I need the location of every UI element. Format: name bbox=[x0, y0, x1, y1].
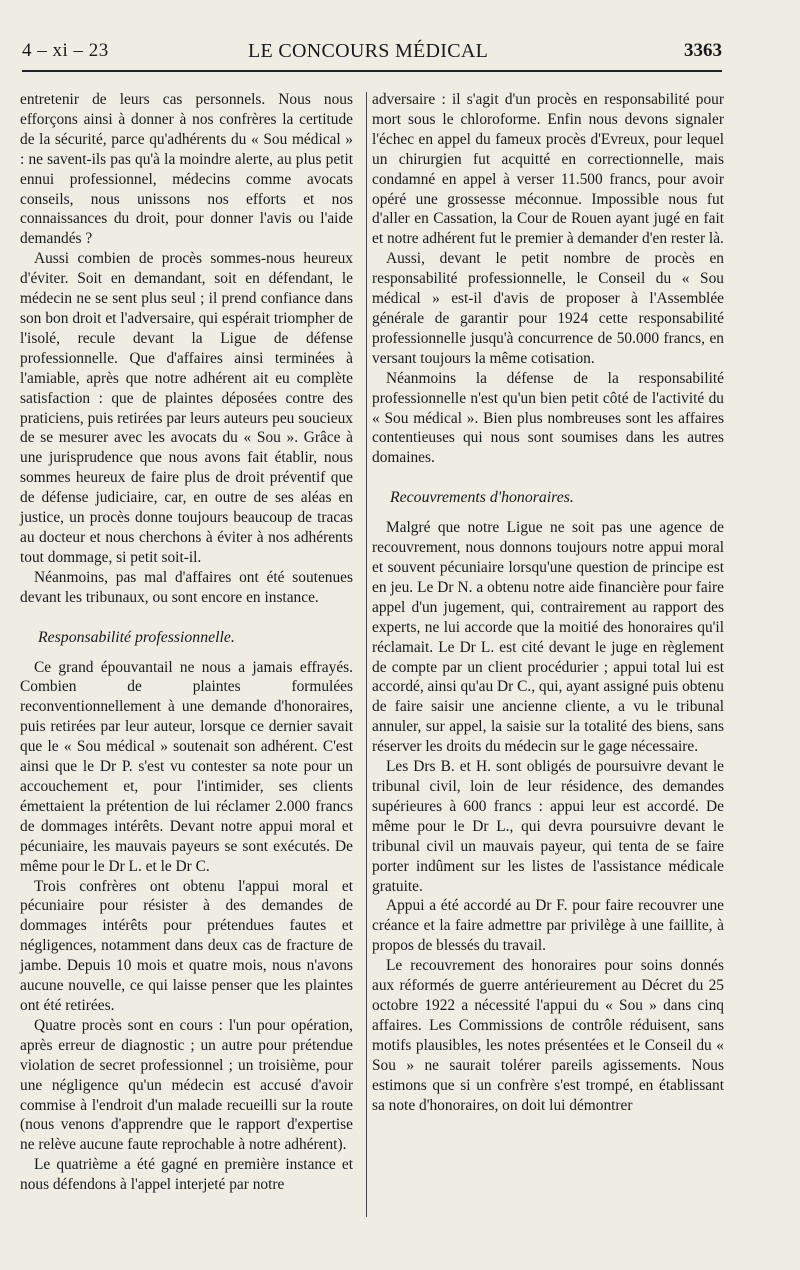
left-column bbox=[20, 90, 353, 1195]
paragraph: Le quatrième a été gagné en première instance et nous défendons à l'appel interjeté par notre bbox=[20, 1156, 353, 1194]
page-number: 3363 bbox=[684, 40, 722, 61]
journal-title: LE CONCOURS MÉDICAL bbox=[248, 40, 489, 62]
right-column bbox=[372, 90, 724, 1115]
paragraph: Aussi combien de procès sommes-nous heureux d'éviter. Soit en demandant, soit en défendant, le médecin ne se sent plus seul ; il prend confiance dans son bon droit et l'adversaire, qui espérait triompher de l'isolé, recule devant la Ligue de défense professionnelle. Que d'affaires ainsi terminées à l'amiable, après que notre adhérent ait eu complète satisfaction : que de plaintes déposées contre des praticiens, puis retirées par leurs auteurs peu soucieux de se mesurer avec les avocats du « Sou ». Grâce à une jurisprudence que nous avons fait établir, nous sommes heureux de faire plus de droit préventif que de défense judiciaire, car, en outre de ses aléas en justice, un procès donne toujours beaucoup de tracas au docteur et nous cherchons à éviter à nos adhérents tout dommage, si petit soit-il. bbox=[20, 250, 353, 566]
paragraph: Les Drs B. et H. sont obligés de poursuivre devant le tribunal civil, loin de leur résidence, des demandes supérieures à 600 francs : appui leur est accordé. De même pour le Dr L., qui devra poursuivre devant le tribunal civil un mauvais payeur, qui tenta de se faire porter indûment sur les listes de l'assistance médicale gratuite. bbox=[372, 758, 724, 895]
paragraph: entretenir de leurs cas personnels. Nous nous efforçons ainsi à donner à nos confrères la certitude de la sécurité, parce qu'adhérents du « Sou médical » : ne savent-ils pas qu'à la moindre alerte, au plus petit ennui professionnel, médecins comme avocats conseils, nous unissons nos efforts et nos connaissances du droit, pour donner l'avis ou l'aide demandés ? bbox=[20, 91, 353, 248]
page-header bbox=[22, 40, 722, 68]
section-heading: Recouvrements d'honoraires. bbox=[390, 489, 574, 507]
paragraph: adversaire : il s'agit d'un procès en responsabilité pour mort sous le chloroforme. Enfin nous devons signaler l'échec en appel du fameux procès d'Evreux, pour lequel un chirurgien fut acquitté en correctionnelle, mais condamné en appel à verser 11.500 francs, pour avoir opéré une grossesse méconnue. Impossible nous fut d'aller en Cassation, la Cour de Rouen ayant jugé en fait et notre adhérent fut le premier à demander d'en rester là. bbox=[372, 91, 724, 248]
paragraph: Quatre procès sont en cours : l'un pour opération, après erreur de diagnostic ; un autre pour prétendue violation de secret professionnel ; un troisième, pour une négligence qu'un médecin est accusé d'avoir commise à l'endroit d'un malade recueilli sur la route (nous venons d'apprendre que le rapport d'expertise ne relève aucune faute reprochable à notre adhérent). bbox=[20, 1016, 353, 1154]
issue-date: 4 – xi – 23 bbox=[22, 40, 109, 61]
paragraph: Trois confrères ont obtenu l'appui moral et pécuniaire pour résister à des demandes de dommages intérêts pour prétendues fautes et négligences, notamment dans deux cas de fracture de jambe. Depuis 10 mois et quatre mois, nous n'avons aucune nouvelle, ce qui laisse penser que les plaintes ont été retirées. bbox=[20, 877, 353, 1014]
paragraph: Malgré que notre Ligue ne soit pas une agence de recouvrement, nous donnons toujours notre appui moral et souvent pécuniaire lorsqu'une question de principe est en jeu. Le Dr N. a obtenu notre aide financière pour faire appel d'un jugement, qui, contrairement au rapport des experts, ne lui accorde que la moitié des honoraires qu'il réclamait. Le Dr L. est cité devant le juge en règlement de compte par un client procédurier ; appui total lui est accordé, ainsi qu'au Dr C., qui, ayant assigné puis obtenu de faire saisir une ancienne cliente, a vu le tribunal annuler, sur appel, la saisie sur la totalité des biens, sans réserver les droits du médecin sur le gage nécessaire. bbox=[372, 519, 724, 756]
paragraph: Néanmoins, pas mal d'affaires ont été soutenues devant les tribunaux, ou sont encore en instance. bbox=[20, 568, 353, 606]
column-divider bbox=[366, 92, 367, 1217]
paragraph: Aussi, devant le petit nombre de procès en responsabilité professionnelle, le Conseil du « Sou médical » est-il d'avis de proposer à l'Assemblée générale de garantir pour 1924 cette responsabilité professionnelle jusqu'à concurrence de 50.000 francs, en versant toujours la même cotisation. bbox=[372, 250, 724, 367]
header-rule bbox=[22, 70, 722, 72]
paragraph: Néanmoins la défense de la responsabilité professionnelle n'est qu'un bien petit côté de l'activité du « Sou médical ». Bien plus nombreuses sont les affaires contentieuses qui nous sont soumises dans les autres domaines. bbox=[372, 369, 724, 467]
paragraph: Le recouvrement des honoraires pour soins donnés aux réformés de guerre antérieurement au Décret du 25 octobre 1922 a nécessité l'appui du « Sou » dans cinq affaires. Les Commissions de contrôle réduisent, sans motifs plausibles, les notes présentées et le Conseil du « Sou » ne saurait tolérer pareils agissements. Nous estimons que si un confrère s'est trompé, en établissant sa note d'honoraires, on doit lui démontrer bbox=[372, 957, 724, 1114]
paragraph: Ce grand épouvantail ne nous a jamais effrayés. Combien de plaintes formulées reconventionnellement à une demande d'honoraires, puis retirées par leur auteur, lorsque ce dernier savait que le « Sou médical » soutenait son adhérent. C'est ainsi que le Dr P. s'est vu contester sa note pour un accouchement et, pour l'intimider, ses clients émettaient la prétention de lui réclamer 2.000 francs de dommages intérêts. Devant notre appui moral et pécuniaire, les mauvais payeurs se sont exécutés. De même pour le Dr L. et le Dr C. bbox=[20, 658, 353, 875]
section-heading: Responsabilité professionnelle. bbox=[38, 628, 235, 646]
paragraph: Appui a été accordé au Dr F. pour faire recouvrer une créance et la faire admettre par privilège à une faillite, à propos de blessés du travail. bbox=[372, 897, 724, 955]
